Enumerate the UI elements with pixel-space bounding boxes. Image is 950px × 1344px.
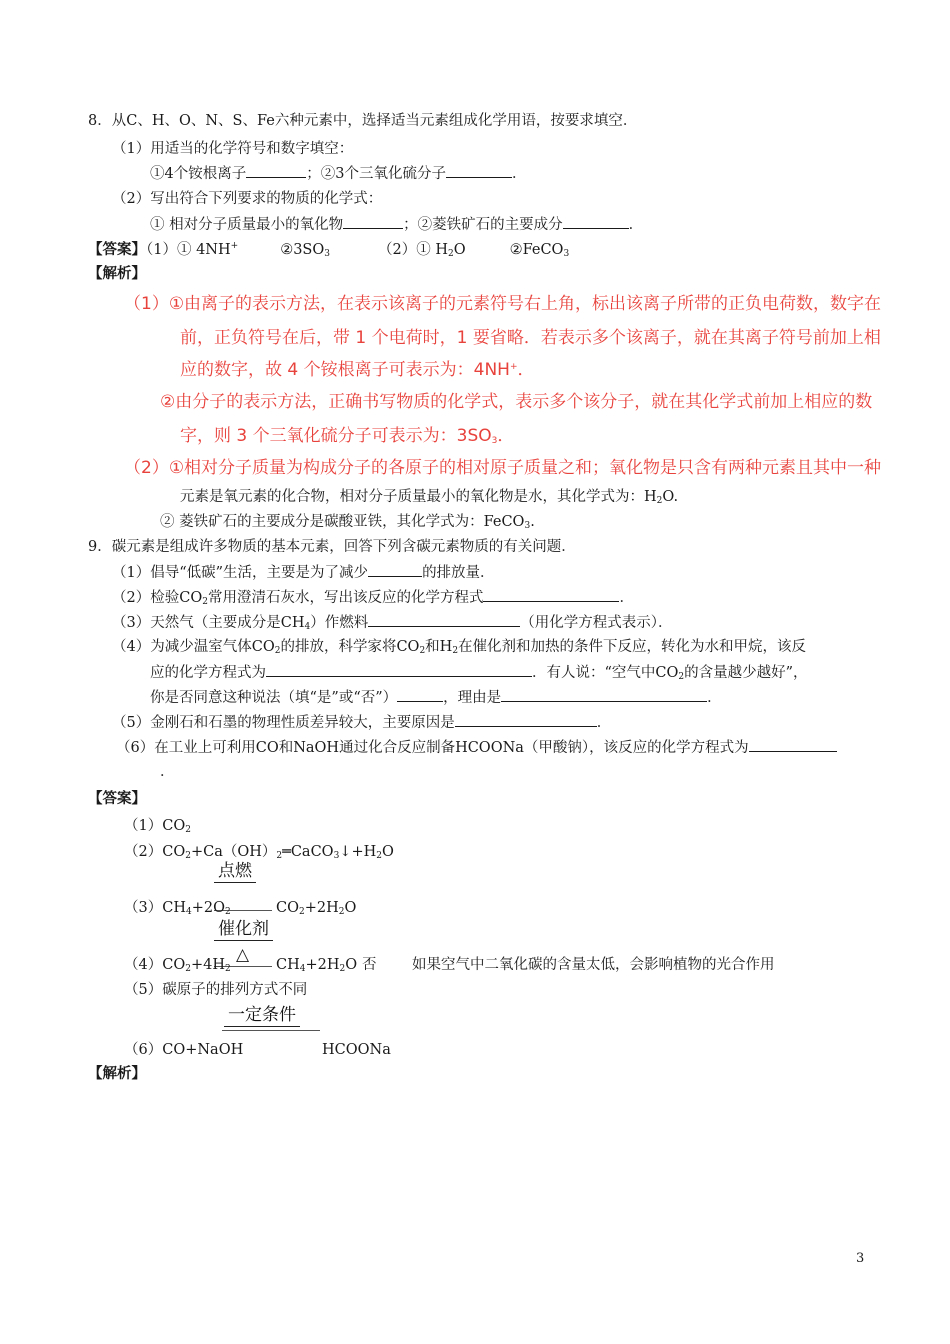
q9-blank-1[interactable] (368, 562, 422, 577)
q9-answer-3-right: $CO_2+2H_2O$ (276, 900, 357, 917)
q9-answer-4-right: $CH_4+2H_2O$ (276, 957, 358, 974)
q8-blank-1[interactable] (246, 163, 306, 178)
q9-answer-5: （5）碳原子的排列方式不同 (124, 982, 308, 998)
q8-blank-4[interactable] (563, 214, 629, 229)
q8-part1-a-text: ①4个铵根离子 (150, 166, 247, 182)
page-number: 3 (856, 1251, 865, 1266)
q8-analysis-red-1c: 应的数字，故 4 个铵根离子可表示为：4NH+． (180, 360, 535, 380)
q9-blank-8[interactable] (749, 737, 837, 752)
q9-stem: 9．碳元素是组成许多物质的基本元素，回答下列含碳元素物质的有关问题． (88, 539, 576, 555)
q9-answer-label: 【答案】 (88, 790, 146, 807)
q8-answer-line: 【答案】（1）① 4NH+ $②3SO_3$ （2）① $H_2O$ ②FeCO$_3$ (88, 241, 570, 259)
q8-part1-line: ①4个铵根离子 ；②3个三氧化硫分子 ． (150, 163, 526, 184)
q8-part2-label: （2）写出符合下列要求的物质的化学式： (112, 191, 383, 207)
q9-answer-6-right: HCOONa (322, 1042, 391, 1058)
q9-part4b: 应的化学方程式为 ．有人说：“空气中$CO_2$的含量越少越好”， (150, 662, 808, 683)
q9-part2: （2）检验$CO_2$常用澄清石灰水，写出该反应的化学方程式 ． (112, 587, 634, 608)
condition-heat: △ (236, 945, 250, 965)
q8-answer-label: 【答案】 (88, 241, 146, 258)
q9-blank-7[interactable] (455, 712, 597, 727)
q8-part1-label: （1）用适当的化学符号和数字填空： (112, 141, 354, 157)
q9-blank-4[interactable] (266, 662, 532, 677)
q9-blank-6[interactable] (501, 687, 707, 702)
q9-part6-end: ． (160, 764, 175, 780)
q8-analysis-2b: 元素是氧元素的化合物，相对分子质量最小的氧化物是水，其化学式为：$H_2O$. (180, 489, 679, 506)
q9-answer-6-left: （6）CO+NaOH (124, 1042, 244, 1058)
q9-blank-3[interactable] (368, 612, 520, 627)
q9-part4a: （4）为减少温室气体$CO_2$的排放，科学家将$CO_2$和$H_2$在催化剂和加热的条件下反应，转化为水和甲烷，该反 (112, 639, 807, 656)
q8-blank-2[interactable] (446, 163, 512, 178)
q9-blank-2[interactable] (483, 587, 619, 602)
q8-analysis-2c: ② 菱铁矿石的主要成分是碳酸亚铁，其化学式为：FeCO$_3$. (160, 514, 535, 531)
q8-part2-line: ① 相对分子质量最小的氧化物 ；②菱铁矿石的主要成分 ． (150, 214, 643, 235)
q9-part3: （3）天然气（主要成分是$CH_4$）作燃料 （用化学方程式表示）． (112, 612, 672, 633)
q9-answer-4-left: $(4)CO_2+4H_2$ (124, 957, 231, 974)
condition-ignite: 点燃 (214, 860, 256, 883)
q9-part5: （5）金刚石和石墨的物理性质差异较大，主要原因是 ． (112, 712, 611, 733)
q9-answer-4-no: 否 (362, 957, 377, 973)
q8-analysis-red-2a: （2）①相对分子质量为构成分子的各原子的相对原子质量之和；氧化物是只含有两种元素且其中一种 (124, 458, 882, 478)
q8-part2-a-text: ① 相对分子质量最小的氧化物 (150, 217, 344, 233)
q8-analysis-red-1a: （1）①由离子的表示方法，在表示该离子的元素符号右上角，标出该离子所带的正负电荷数，数字在 (124, 294, 882, 314)
q8-blank-3[interactable] (343, 214, 403, 229)
q8-stem: 8．从C、H、O、N、S、Fe六种元素中，选择适当元素组成化学用语，按要求填空． (88, 113, 638, 129)
q8-analysis-label: 【解析】 (88, 265, 146, 282)
q9-answer-1: $(1)CO_2$ (124, 818, 191, 835)
q9-part4c: 你是否同意这种说法（填“是”或“否”） ，理由是 ． (150, 687, 722, 708)
q9-part1: （1）倡导“低碳”生活，主要是为了减少 的排放量． (112, 562, 495, 583)
q8-analysis-red-1e: 字，则 3 个三氧化硫分子可表示为：$3SO_3$． (180, 426, 515, 446)
q8-analysis-red-1b: 前，正负符号在后，带 1 个电荷时，1 要省略．若表示多个该离子，就在其离子符号前加上相 (180, 328, 881, 348)
q8-analysis-red-1d: ②由分子的表示方法，正确书写物质的化学式，表示多个该分子，就在其化学式前加上相应的数 (160, 392, 873, 412)
q8-part2-b-text: ；②菱铁矿石的主要成分 (403, 217, 563, 233)
condition-catalyst: 催化剂 (214, 918, 273, 941)
equation-line-6 (222, 1030, 320, 1031)
condition-certain: 一定条件 (224, 1004, 300, 1027)
q9-analysis-label: 【解析】 (88, 1065, 146, 1082)
q8-part1-b-text: ；②3个三氧化硫分子 (306, 166, 446, 182)
q9-answer-4-reason: 如果空气中二氧化碳的含量太低，会影响植物的光合作用 (412, 957, 775, 973)
q9-answer-2: $(2)CO_2+Ca(OH)_2═CaCO_3↓+H_2O$ (124, 844, 394, 861)
q9-blank-5[interactable] (397, 687, 443, 702)
q9-answer-3-left: $(3)CH_4+2O_2$ (124, 900, 231, 917)
q9-part6: （6）在工业上可利用CO和NaOH通过化合反应制备HCOONa（甲酸钠），该反应的化学方程式为 (116, 737, 837, 758)
